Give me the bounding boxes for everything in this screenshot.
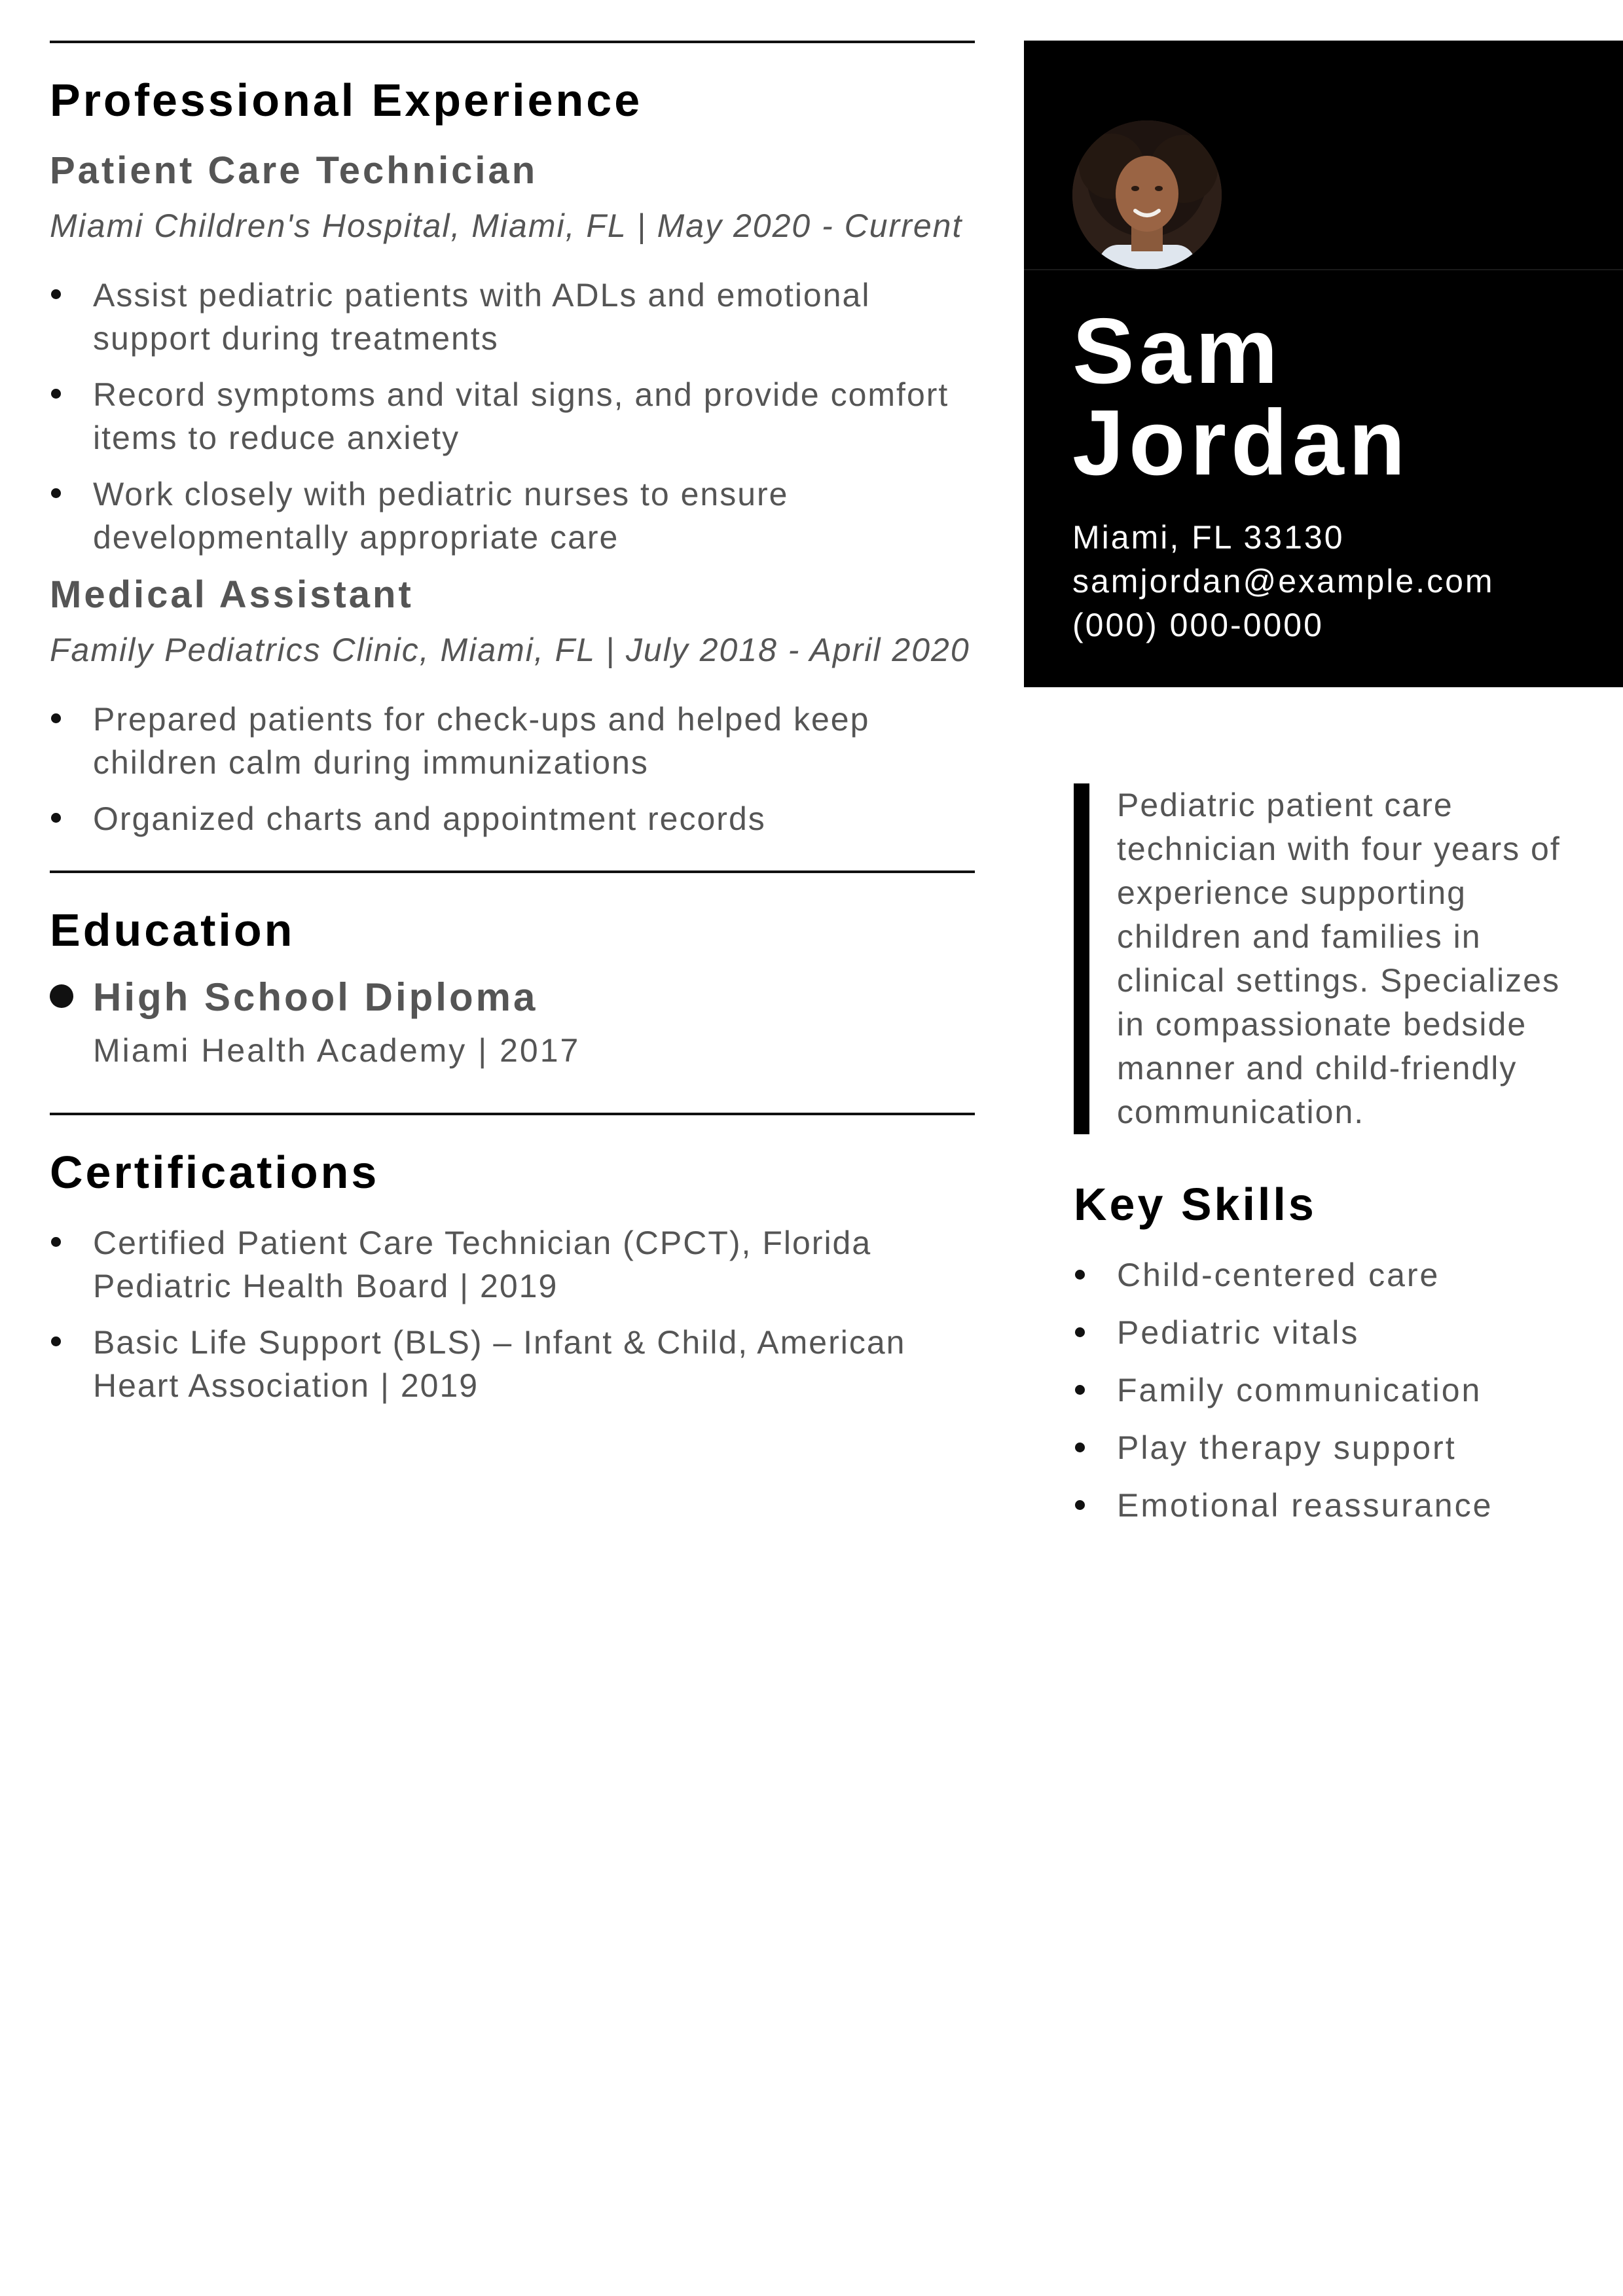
email-link[interactable]: samjordan@example.com [1072,563,1495,600]
school: Miami Health Academy | 2017 [93,1032,581,1069]
education-heading: Education [50,905,295,956]
job-entry [50,149,975,559]
degree: High School Diploma [93,975,538,1019]
left-column [50,41,975,1420]
last-name: Jordan [1072,391,1410,495]
job-meta: Miami Children's Hospital, Miami, FL | May 2020 - Current [50,207,963,244]
profile-photo [1072,120,1222,270]
right-column [1074,783,1591,1541]
list-item: Child-centered care [1074,1253,1591,1297]
contact-info [1072,516,1495,647]
list-item: Record symptoms and vital signs, and provide comfort items to reduce anxiety [50,373,975,459]
first-name: Sam [1072,299,1283,403]
header-panel [1024,41,1623,687]
job-title: Patient Care Technician [50,149,538,192]
education-entry [50,975,975,1069]
divider [50,41,975,43]
location: Miami, FL 33130 [1072,519,1345,556]
full-name [1072,299,1410,495]
job-title: Medical Assistant [50,573,414,616]
list-item: Organized charts and appointment records [50,797,975,840]
divider [50,870,975,873]
experience-heading: Professional Experience [50,75,643,126]
skills-heading: Key Skills [1074,1179,1317,1230]
list-item: Certified Patient Care Technician (CPCT), Florida Pediatric Health Board | 2019 [50,1221,975,1308]
divider [1024,269,1623,270]
list-item: Assist pediatric patients with ADLs and emotional support during treatments [50,274,975,360]
list-item: Work closely with pediatric nurses to ensure developmentally appropriate care [50,473,975,559]
job-entry [50,573,975,840]
divider [50,1113,975,1115]
list-item: Emotional reassurance [1074,1484,1591,1528]
job-bullets [50,274,975,559]
job-bullets [50,698,975,840]
list-item: Family communication [1074,1369,1591,1412]
phone-number: (000) 000-0000 [1072,607,1324,643]
certifications-heading: Certifications [50,1147,380,1198]
bullet-dot [50,984,73,1008]
list-item: Pediatric vitals [1074,1311,1591,1355]
list-item: Prepared patients for check-ups and helped keep children calm during immunizations [50,698,975,784]
list-item: Play therapy support [1074,1426,1591,1470]
job-meta: Family Pediatrics Clinic, Miami, FL | July 2018 - April 2020 [50,632,970,668]
certification-list [50,1221,975,1407]
avatar [1072,120,1222,270]
skills-list [1074,1253,1591,1528]
summary: Pediatric patient care technician with four years of experience supporting children and families in clinical settings. Specializes in compassionate bedside manner and child-friendly communication. [1074,783,1591,1134]
list-item: Basic Life Support (BLS) – Infant & Child, American Heart Association | 2019 [50,1321,975,1407]
